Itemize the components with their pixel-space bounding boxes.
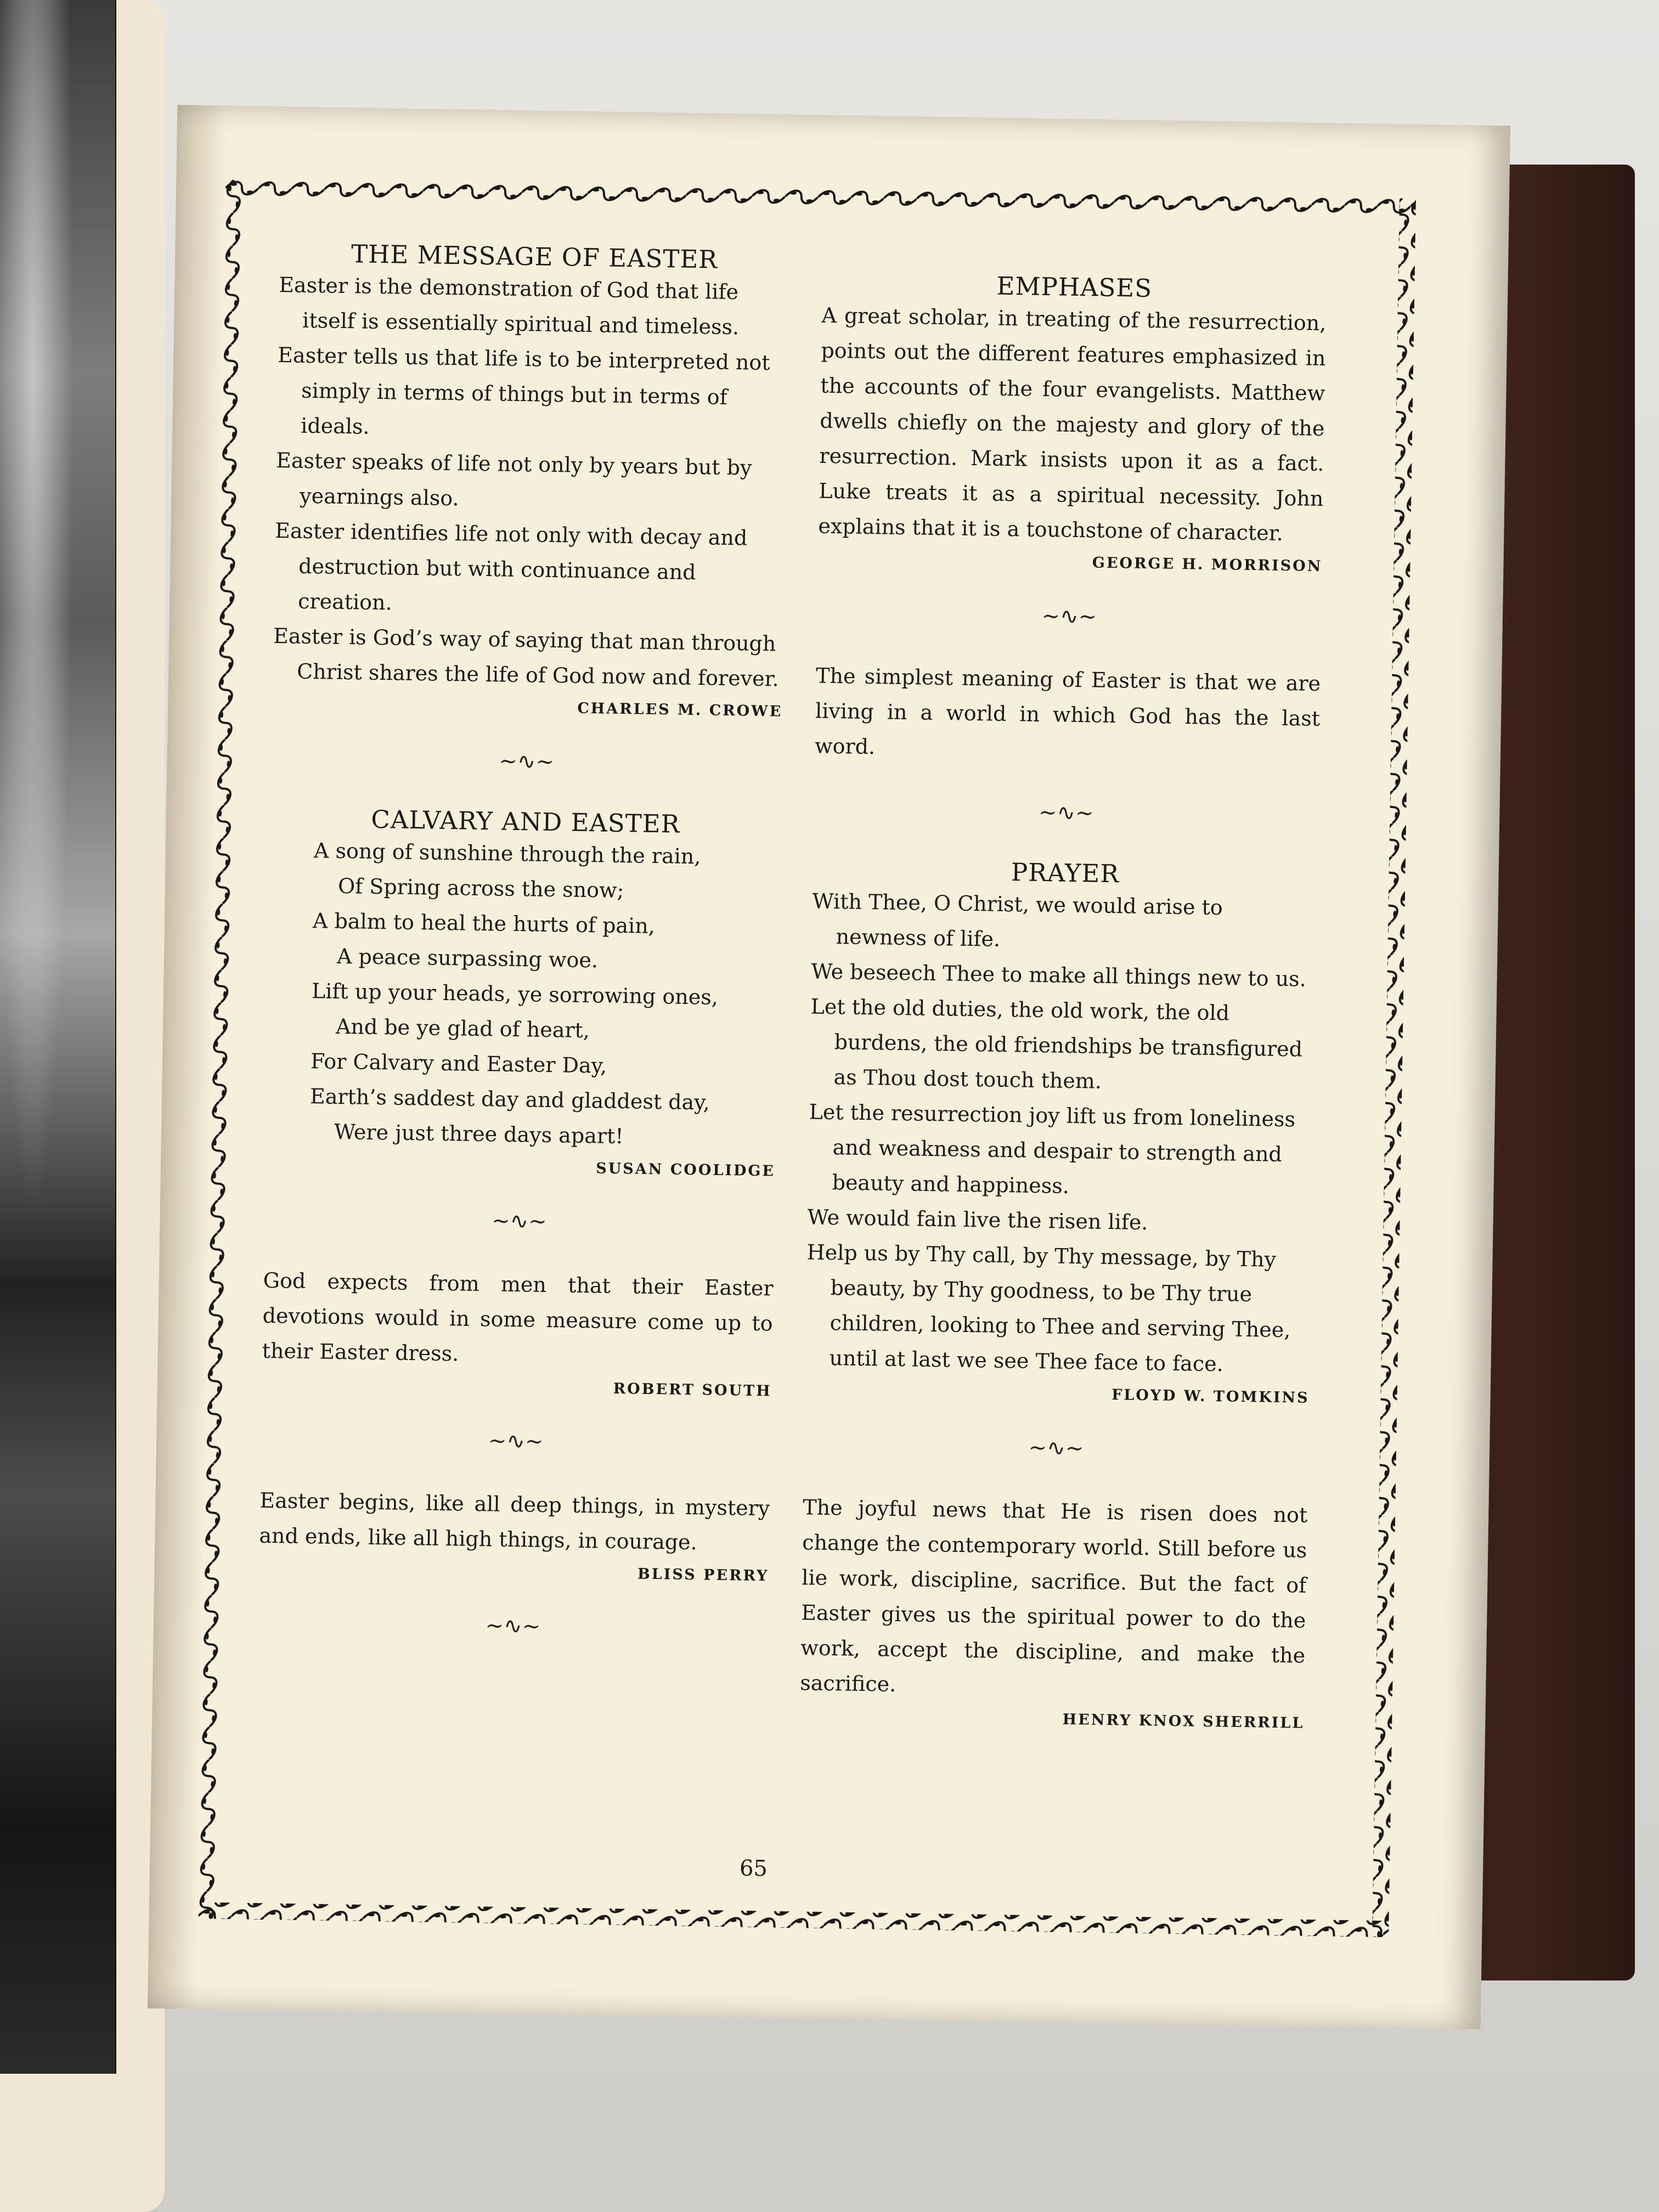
prayer-line: Let the old duties, the old work, the old burdens, the old friendships be transfigured as Thou dost touch them. bbox=[810, 994, 1303, 1093]
poem-line: A balm to heal the hurts of pain, bbox=[312, 909, 656, 938]
poem-line: A peace surpassing woe. bbox=[336, 944, 599, 973]
prayer-line: We would fain live the risen life. bbox=[807, 1205, 1148, 1235]
author-credit: BLISS PERRY bbox=[637, 1565, 769, 1585]
message-line: Easter identifies life not only with decay and destruction but with continuance and creation. bbox=[274, 518, 748, 615]
section-title: PRAYER bbox=[1011, 857, 1120, 889]
right-column bbox=[799, 247, 1327, 1732]
poem-line: Of Spring across the snow; bbox=[337, 873, 624, 903]
author-credit: HENRY KNOX SHERRILL bbox=[1062, 1711, 1305, 1732]
left-page bbox=[0, 0, 165, 2212]
quote-text: The simplest meaning of Easter is that we are living in a world in which God has the last word. bbox=[814, 663, 1321, 759]
quote-text: The joyful news that He is risen does not change the contemporary world. Still before us lie work, discipline, sacrifice. But the fact of Easter gives us the spiritual power to do the work, accept the discipline, and make the sacrifice. bbox=[800, 1495, 1308, 1697]
ornament-divider: ~∿~ bbox=[499, 748, 555, 775]
message-line: Easter is God’s way of saying that man through Christ shares the life of God now and forever. bbox=[273, 623, 780, 691]
left-column bbox=[258, 238, 790, 1643]
prayer-line: Help us by Thy call, by Thy message, by Thy beauty, by Thy goodness, to be Thy true children, looking to Thee and serving Thee, until at last we see Thee face to face. bbox=[806, 1240, 1291, 1376]
quote-text: Easter begins, like all deep things, in mystery and ends, like all high things, in courage. bbox=[259, 1488, 770, 1555]
section-title: CALVARY AND EASTER bbox=[371, 804, 680, 839]
author-credit: CHARLES M. CROWE bbox=[577, 699, 783, 720]
message-line: Easter tells us that life is to be interpreted not simply in terms of things but in terms of ideals. bbox=[277, 343, 770, 439]
book-page bbox=[148, 105, 1510, 2029]
ornament-divider: ~∿~ bbox=[1041, 603, 1097, 630]
author-credit: FLOYD W. TOMKINS bbox=[1111, 1386, 1310, 1407]
ornament-divider: ~∿~ bbox=[485, 1613, 541, 1639]
ornament-divider: ~∿~ bbox=[1038, 799, 1094, 826]
prayer-line: We beseech Thee to make all things new to us. bbox=[811, 959, 1307, 991]
section-title: THE MESSAGE OF EASTER bbox=[351, 239, 718, 274]
author-credit: GEORGE H. MORRISON bbox=[1092, 554, 1323, 575]
section-title: EMPHASES bbox=[996, 271, 1153, 303]
prayer-line: With Thee, O Christ, we would arise to newness of life. bbox=[812, 889, 1223, 951]
prayer-line: Let the resurrection joy lift us from loneliness and weakness and despair to strength and beauty and happiness. bbox=[809, 1099, 1296, 1198]
author-credit: SUSAN COOLIDGE bbox=[596, 1160, 776, 1180]
author-credit: ROBERT SOUTH bbox=[613, 1380, 772, 1400]
ornament-divider: ~∿~ bbox=[488, 1428, 544, 1454]
poem-line: Were just three days apart! bbox=[334, 1119, 624, 1149]
poem-line: A song of sunshine through the rain, bbox=[313, 838, 701, 869]
poem-line: For Calvary and Easter Day, bbox=[310, 1049, 607, 1078]
ornament-divider: ~∿~ bbox=[491, 1208, 548, 1234]
quote-text: God expects from men that their Easter devotions would in some measure come up to their Easter dress. bbox=[262, 1268, 774, 1366]
landscape-photograph bbox=[0, 0, 116, 2074]
quote-text: A great scholar, in treating of the resurrection, points out the different features emphasized in the accounts of the four evangelists. Matthew dwells chiefly on the majesty and glory of the resurrection. Mark insists upon it as a fact. Luke treats it as a spiritual necessity. John explains that it is a touchstone of character. bbox=[818, 303, 1327, 545]
ornament-divider: ~∿~ bbox=[1028, 1435, 1084, 1462]
message-line: Easter is the demonstration of God that life itself is essentially spiritual and timeless. bbox=[278, 273, 740, 340]
poem-line: And be ye glad of heart, bbox=[335, 1014, 590, 1043]
page-number: 65 bbox=[739, 1855, 768, 1882]
message-line: Easter speaks of life not only by years but by yearnings also. bbox=[275, 448, 752, 511]
poem-line: Lift up your heads, ye sorrowing ones, bbox=[311, 979, 719, 1009]
poem-line: Earth’s saddest day and gladdest day, bbox=[309, 1084, 710, 1115]
